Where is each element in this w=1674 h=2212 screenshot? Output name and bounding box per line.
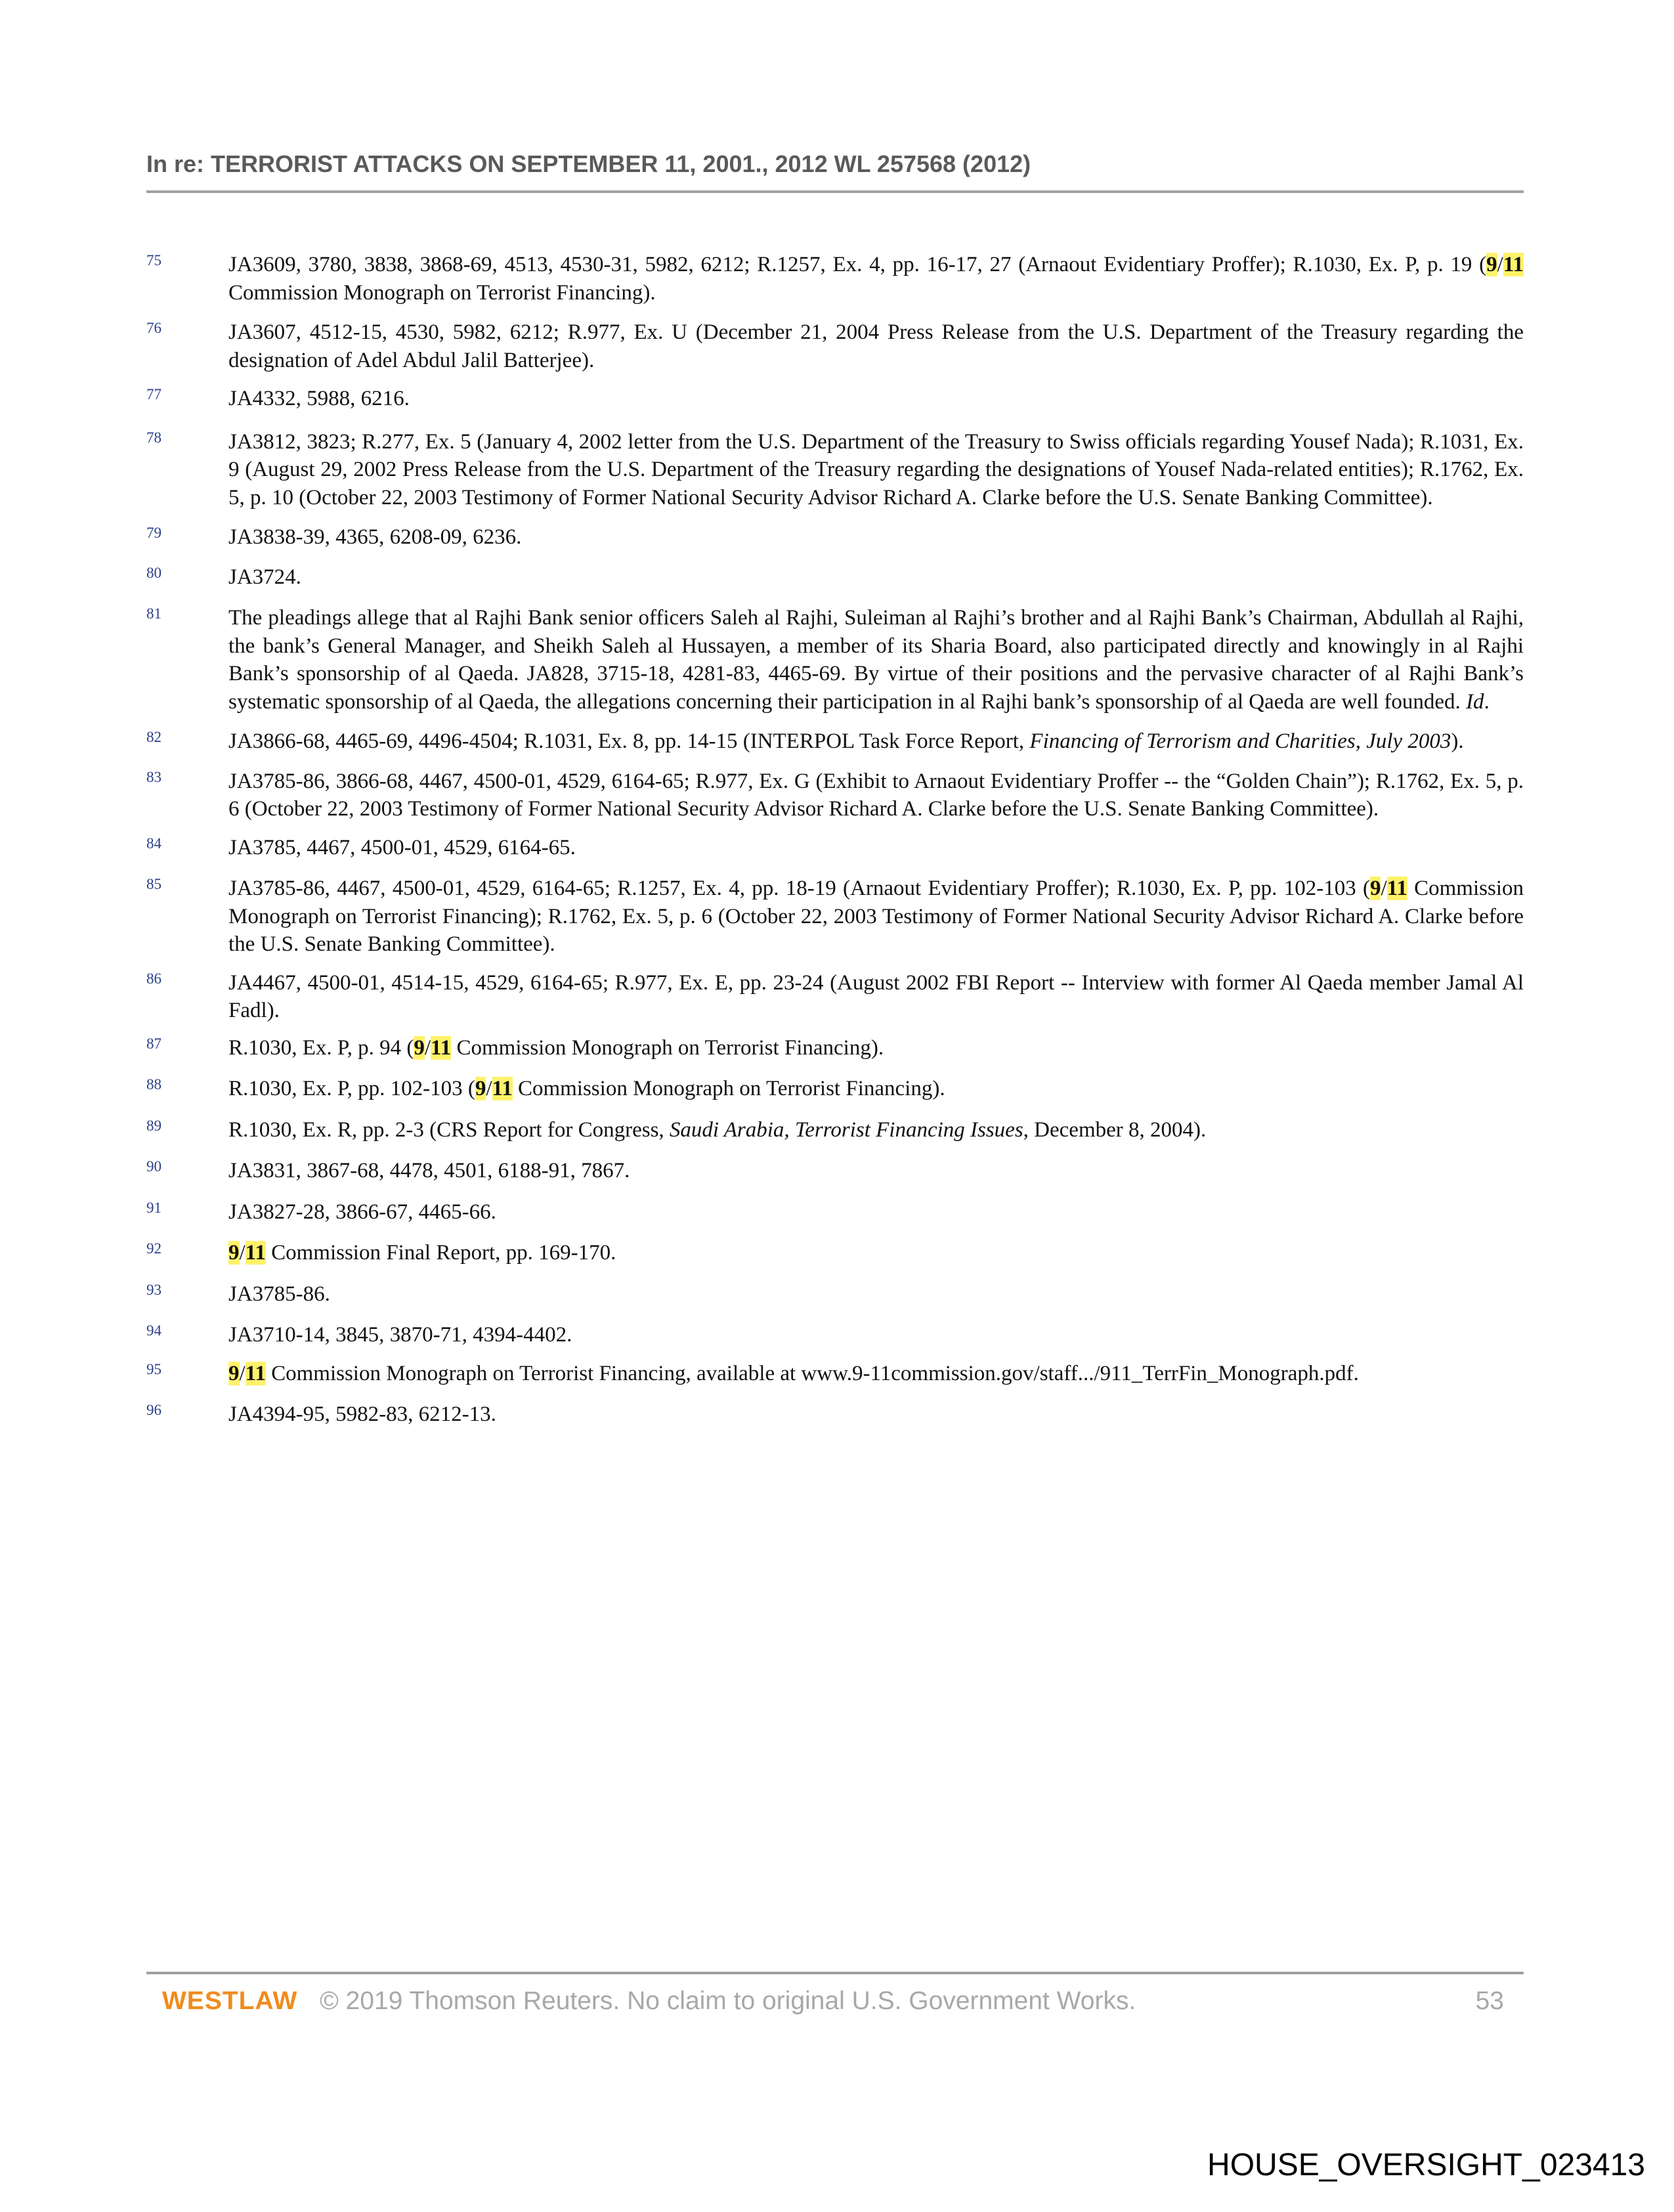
footnote-number: 83 — [146, 768, 161, 785]
footnote-text-run: , December 8, 2004). — [1023, 1117, 1207, 1142]
search-highlight: 11 — [492, 1077, 513, 1100]
footnote-text-run: JA3724. — [228, 565, 301, 589]
footnote — [146, 1116, 1524, 1144]
page-number: 53 — [1475, 1987, 1504, 2015]
bates-stamp: HOUSE_OVERSIGHT_023413 — [1207, 2148, 1645, 2182]
footnote-number: 93 — [146, 1281, 161, 1298]
footnote-text-run: JA3785-86, 3866-68, 4467, 4500-01, 4529, 6164-65; R.977, Ex. G (Exhibit to Arnaout Evidentiary Proffer -- the “Golden Chain”); R.1762, Ex. 5, p. 6 (October 22, 2003 Testimony of Former National Security Advisor Richard A. Clarke before the U.S. Senate Banking Committee). — [228, 769, 1524, 821]
footnote-text — [228, 1239, 1524, 1267]
footnote-text — [228, 523, 1524, 552]
footnote — [146, 1075, 1524, 1103]
search-highlight: 11 — [245, 1241, 266, 1265]
footnote-text — [228, 1280, 1524, 1309]
footnote-text-run: JA3812, 3823; R.277, Ex. 5 (January 4, 2002 letter from the U.S. Department of the Treasury to Swiss officials regarding Yousef Nada); R.1031, Ex. 9 (August 29, 2002 Press Release from the U.S. Department of the Treasury regarding the designations of Yousef Nada-related entities); R.1762, Ex. 5, p. 10 (October 22, 2003 Testimony of Former National Security Advisor Richard A. Clarke before the U.S. Senate Banking Committee). — [228, 429, 1524, 510]
footnote — [146, 563, 1524, 592]
footnote-text-run: JA4467, 4500-01, 4514-15, 4529, 6164-65; R.977, Ex. E, pp. 23-24 (August 2002 FBI Report -- Interview with former Al Qaeda member Jamal Al Fadl). — [228, 970, 1524, 1022]
footnote-list — [146, 251, 1524, 1429]
footnote-text-run: / — [486, 1077, 492, 1100]
page-footer — [146, 1983, 1524, 2020]
footnote — [146, 834, 1524, 862]
footnote-text — [228, 1034, 1524, 1062]
footnote-number: 81 — [146, 605, 161, 622]
search-highlight: 11 — [431, 1035, 452, 1060]
footnote-number: 90 — [146, 1158, 161, 1175]
footnote-text-run: JA3866-68, 4465-69, 4496-4504; R.1031, Ex. 8, pp. 14-15 (INTERPOL Task Force Report, — [228, 729, 1030, 753]
footnote-text-run: R.1030, Ex. R, pp. 2-3 (CRS Report for Congress, — [228, 1117, 670, 1142]
footnote — [146, 428, 1524, 512]
footnote-text-run: JA3785-86. — [228, 1282, 330, 1306]
footnote-number: 89 — [146, 1117, 161, 1134]
footer-divider — [146, 1972, 1524, 1974]
footnote-text-run: JA4394-95, 5982-83, 6212-13. — [228, 1402, 496, 1426]
footnote-text — [228, 834, 1524, 862]
search-highlight: 9 — [414, 1035, 425, 1060]
footnote-text-run: JA3785-86, 4467, 4500-01, 4529, 6164-65; R.1257, Ex. 4, pp. 18-19 (Arnaout Evidentiary Proffer); R.1030, Ex. P, pp. 102-103 ( — [228, 877, 1370, 900]
footnote-text-run: R.1030, Ex. P, pp. 102-103 ( — [228, 1077, 475, 1100]
footnote-text — [228, 1198, 1524, 1226]
footnote-text — [228, 1321, 1524, 1349]
footnote-text — [228, 385, 1524, 413]
footnote — [146, 727, 1524, 756]
footnote-text-run: JA3607, 4512-15, 4530, 5982, 6212; R.977, Ex. U (December 21, 2004 Press Release from the U.S. Department of the Treasury regarding the designation of Adel Abdul Jalil Batterjee). — [228, 320, 1524, 372]
search-highlight: 9 — [1369, 877, 1381, 900]
footnote — [146, 1198, 1524, 1226]
search-highlight: 9 — [228, 1241, 240, 1265]
footnote-text-run: / — [424, 1035, 431, 1060]
italic-title: Financing of Terrorism and Charities, July 2003 — [1029, 729, 1451, 753]
footnote-number: 91 — [146, 1199, 161, 1216]
copyright-notice: © 2019 Thomson Reuters. No claim to original U.S. Government Works. — [320, 1987, 1136, 2015]
footnote-number: 88 — [146, 1076, 161, 1093]
italic-title: Id — [1466, 689, 1484, 714]
italic-title: Saudi Arabia, Terrorist Financing Issues — [669, 1117, 1023, 1142]
footnote-text — [228, 428, 1524, 512]
footnote-text-run: . — [1484, 689, 1490, 714]
footnote — [146, 318, 1524, 374]
footnote-number: 85 — [146, 876, 161, 892]
footnote-number: 82 — [146, 729, 161, 745]
footnote-text-run: Commission Monograph on Terrorist Financing). — [451, 1035, 884, 1060]
footnote-text — [228, 1116, 1524, 1144]
footnote-text — [228, 1075, 1524, 1103]
footnote-number: 92 — [146, 1240, 161, 1257]
westlaw-logo: WESTLAW — [162, 1987, 298, 2015]
footnote-text-run: JA3827-28, 3866-67, 4465-66. — [228, 1200, 496, 1224]
footnote — [146, 1321, 1524, 1349]
footnote — [146, 875, 1524, 959]
footnote-number: 94 — [146, 1322, 161, 1339]
footnote-text-run: Commission Monograph on Terrorist Financing). — [512, 1077, 945, 1100]
search-highlight: 9 — [228, 1361, 240, 1385]
footnote-number: 75 — [146, 252, 161, 269]
footnote-text — [228, 318, 1524, 374]
footnote-number: 78 — [146, 429, 161, 446]
footnote-text-run: Commission Monograph on Terrorist Financing). — [228, 280, 656, 305]
footnote-text — [228, 969, 1524, 1025]
footnote-text — [228, 768, 1524, 823]
footnote-text-run: JA3838-39, 4365, 6208-09, 6236. — [228, 525, 522, 549]
footnote-text-run: JA3831, 3867-68, 4478, 4501, 6188-91, 7867. — [228, 1159, 630, 1182]
footnote-number: 79 — [146, 525, 161, 541]
footnote-number: 76 — [146, 320, 161, 336]
footnote-text — [228, 1360, 1524, 1388]
footnote — [146, 251, 1524, 307]
document-header — [146, 150, 1524, 193]
footnote-number: 77 — [146, 386, 161, 402]
footnote-text — [228, 563, 1524, 592]
footnote — [146, 523, 1524, 552]
search-highlight: 11 — [245, 1361, 266, 1385]
footnote-text-run: Commission Monograph on Terrorist Financing); R.1762, Ex. 5, p. 6 (October 22, 2003 Testimony of Former National Security Advisor Richard A. Clarke before the U.S. Senate Banking Committee). — [228, 877, 1524, 956]
footnote-text-run: JA4332, 5988, 6216. — [228, 387, 410, 410]
footnote — [146, 604, 1524, 716]
footnote-text-run: The pleadings allege that al Rajhi Bank senior officers Saleh al Rajhi, Suleiman al Rajhi’s brother and al Rajhi Bank’s Chairman, Abdullah al Rajhi, the bank’s General Manager, and Sheikh Saleh al Hussayen, a member of its Sharia Board, also participated directly and knowingly in al Rajhi Bank’s sponsorship of al Qaeda. JA828, 3715-18, 4281-83, 4465-69. By virtue of their positions and the pervasive character of al Rajhi Bank’s systematic sponsorship of al Qaeda, the allegations concerning their participation in al Rajhi bank’s sponsorship of al Qaeda are well founded. — [228, 606, 1524, 714]
footnote-number: 96 — [146, 1402, 161, 1418]
footnote-text — [228, 1157, 1524, 1185]
footnote-text-run: JA3785, 4467, 4500-01, 4529, 6164-65. — [228, 835, 576, 859]
footnote-text-run: Commission Monograph on Terrorist Financing, available at www.9-11commission.gov/staff.../911_TerrFin_Monograph.pdf. — [265, 1361, 1359, 1385]
case-title: In re: TERRORIST ATTACKS ON SEPTEMBER 11, 2001., 2012 WL 257568 (2012) — [146, 150, 1031, 177]
footnote — [146, 1157, 1524, 1185]
search-highlight: 9 — [475, 1077, 486, 1100]
footnote — [146, 385, 1524, 413]
footnote — [146, 1239, 1524, 1267]
search-highlight: 11 — [1503, 253, 1524, 276]
footnote-text — [228, 604, 1524, 716]
footnote — [146, 1400, 1524, 1429]
footnote-number: 86 — [146, 970, 161, 987]
footnote-text-run: ). — [1451, 729, 1464, 753]
footnote-text-run: JA3609, 3780, 3838, 3868-69, 4513, 4530-31, 5982, 6212; R.1257, Ex. 4, pp. 16-17, 27 (Arnaout Evidentiary Proffer); R.1030, Ex. P, p. 19 ( — [228, 253, 1487, 276]
footnote-text-run: / — [239, 1361, 246, 1385]
footnote — [146, 768, 1524, 823]
footnote-text — [228, 251, 1524, 307]
search-highlight: 11 — [1386, 877, 1407, 900]
footnote-text-run: R.1030, Ex. P, p. 94 ( — [228, 1035, 414, 1060]
footnote-text-run: / — [1497, 253, 1503, 276]
footnote-number: 80 — [146, 564, 161, 581]
footnote-text-run: Commission Final Report, pp. 169-170. — [265, 1241, 616, 1265]
footnote-text — [228, 1400, 1524, 1429]
footnote — [146, 969, 1524, 1025]
footnote — [146, 1360, 1524, 1388]
search-highlight: 9 — [1486, 253, 1497, 276]
footnote-text — [228, 875, 1524, 959]
footnote-number: 84 — [146, 835, 161, 852]
footnote-text-run: / — [239, 1241, 246, 1265]
footnote-text-run: / — [1381, 877, 1387, 900]
footnote-number: 87 — [146, 1035, 161, 1052]
footnote-number: 95 — [146, 1360, 161, 1377]
footnote — [146, 1034, 1524, 1062]
footnote-text — [228, 727, 1524, 756]
footnote — [146, 1280, 1524, 1309]
footnote-text-run: JA3710-14, 3845, 3870-71, 4394-4402. — [228, 1323, 572, 1347]
